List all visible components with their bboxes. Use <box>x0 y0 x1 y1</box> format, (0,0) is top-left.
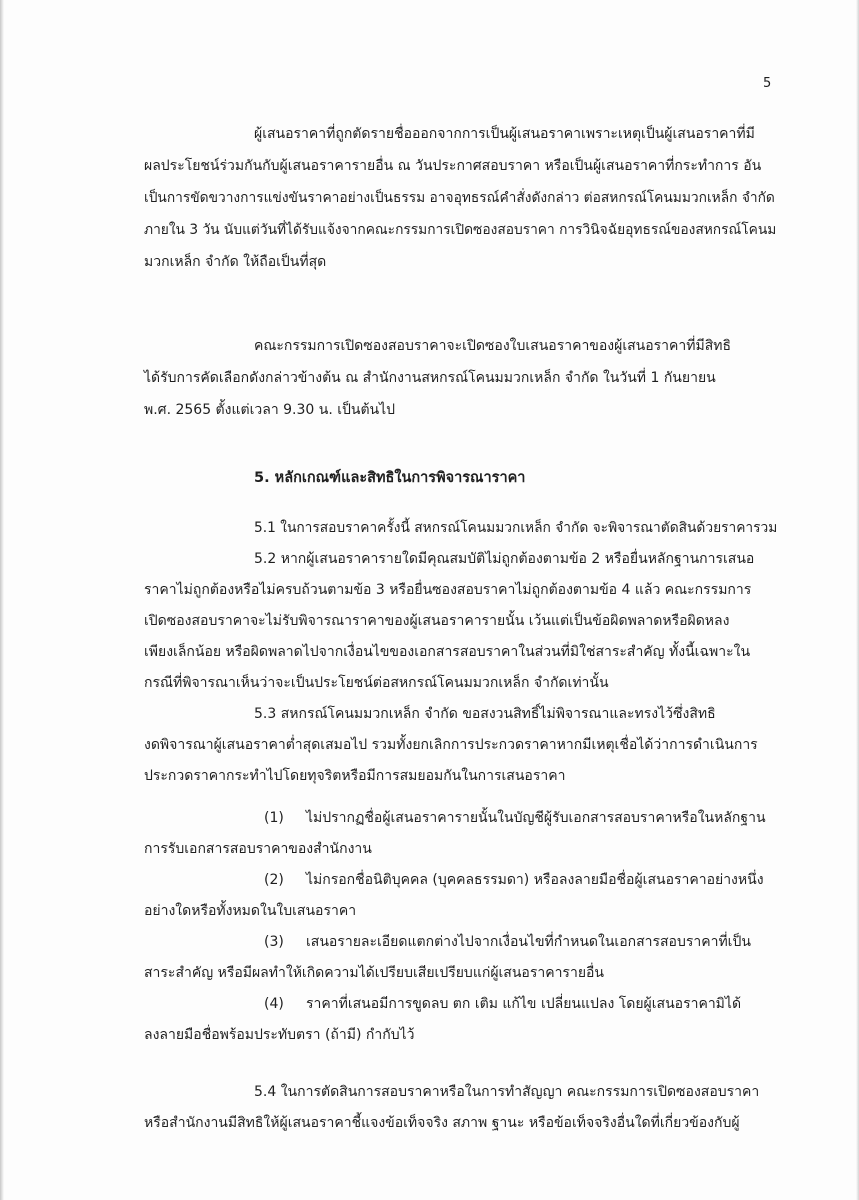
item-3-number: (3) <box>264 934 284 950</box>
item-3-line-2: สาระสำคัญ หรือมีผลทำให้เกิดความได้เปรียบเสียเปรียบแก่ผู้เสนอราคารายอื่น <box>144 965 604 981</box>
item-2-number: (2) <box>264 872 284 888</box>
clause-5-2-line-2: ราคาไม่ถูกต้องหรือไม่ครบถ้วนตามข้อ 3 หรือยื่นซองสอบราคาไม่ถูกต้องตามข้อ 4 แล้ว คณะกรรมการ <box>144 582 752 598</box>
clause-5-2-line-5: กรณีที่พิจารณาเห็นว่าจะเป็นประโยชน์ต่อสหกรณ์โคนมมวกเหล็ก จำกัดเท่านั้น <box>144 675 609 691</box>
clause-5-2-line-4: เพียงเล็กน้อย หรือผิดพลาดไปจากเงื่อนไขของเอกสารสอบราคาในส่วนที่มิใช่สาระสำคัญ ทั้งนี้เฉพาะใน <box>144 644 751 660</box>
paragraph-1-line-1: ผู้เสนอราคาที่ถูกตัดรายชื่อออกจากการเป็นผู้เสนอราคาเพราะเหตุเป็นผู้เสนอราคาที่มี <box>254 126 755 142</box>
paragraph-1-line-3: เป็นการขัดขวางการแข่งขันราคาอย่างเป็นธรรม อาจอุทธรณ์คำสั่งดังกล่าว ต่อสหกรณ์โคนมมวกเหล็ก จำกัด <box>144 190 775 206</box>
item-2-line-1: ไม่กรอกชื่อนิติบุคคล (บุคคลธรรมดา) หรือลงลายมือชื่อผู้เสนอราคาอย่างหนึ่ง <box>306 872 764 888</box>
clause-5-3-line-3: ประกวดราคากระทำไปโดยทุจริตหรือมีการสมยอมกันในการเสนอราคา <box>144 768 566 784</box>
paragraph-2-line-1: คณะกรรมการเปิดซองสอบราคาจะเปิดซองใบเสนอราคาของผู้เสนอราคาที่มีสิทธิ <box>254 338 732 354</box>
item-2-line-2: อย่างใดหรือทั้งหมดในใบเสนอราคา <box>144 903 357 919</box>
paragraph-1-line-5: มวกเหล็ก จำกัด ให้ถือเป็นที่สุด <box>144 254 327 270</box>
item-4-line-2: ลงลายมือชื่อพร้อมประทับตรา (ถ้ามี) กำกับไว้ <box>144 1027 415 1043</box>
page-number: 5 <box>763 76 772 91</box>
item-1-number: (1) <box>264 810 284 826</box>
item-1-line-2: การรับเอกสารสอบราคาของสำนักงาน <box>144 841 372 857</box>
item-1-line-1: ไม่ปรากฏชื่อผู้เสนอราคารายนั้นในบัญชีผู้รับเอกสารสอบราคาหรือในหลักฐาน <box>306 810 766 826</box>
paragraph-1-line-4: ภายใน 3 วัน นับแต่วันที่ได้รับแจ้งจากคณะกรรมการเปิดซองสอบราคา การวินิจฉัยอุทธรณ์ของสหกรณ์โคนม <box>144 222 777 238</box>
paragraph-1-line-2: ผลประโยชน์ร่วมกันกับผู้เสนอราคารายอื่น ณ วันประกาศสอบราคา หรือเป็นผู้เสนอราคาที่กระทำการ อัน <box>144 158 762 174</box>
item-4-line-1: ราคาที่เสนอมีการขูดลบ ตก เติม แก้ไข เปลี่ยนแปลง โดยผู้เสนอราคามิได้ <box>306 996 742 1012</box>
clause-5-4-line-2: หรือสำนักงานมีสิทธิให้ผู้เสนอราคาชี้แจงข้อเท็จจริง สภาพ ฐานะ หรือข้อเท็จจริงอื่นใดที่เกี่ยวข้องกับผู้ <box>144 1115 740 1131</box>
clause-5-2-line-3: เปิดซองสอบราคาจะไม่รับพิจารณาราคาของผู้เสนอราคารายนั้น เว้นแต่เป็นข้อผิดพลาดหรือผิดหลง <box>144 613 730 629</box>
item-4-number: (4) <box>264 996 284 1012</box>
clause-5-3-line-1: 5.3 สหกรณ์โคนมมวกเหล็ก จำกัด ขอสงวนสิทธิ์ไม่พิจารณาและทรงไว้ซึ่งสิทธิ <box>254 706 716 722</box>
scan-edge-left <box>0 0 4 1200</box>
item-3-line-1: เสนอรายละเอียดแตกต่างไปจากเงื่อนไขที่กำหนดในเอกสารสอบราคาที่เป็น <box>306 934 751 950</box>
section-heading: 5. หลักเกณฑ์และสิทธิในการพิจารณาราคา <box>254 470 526 486</box>
clause-5-1: 5.1 ในการสอบราคาครั้งนี้ สหกรณ์โคนมมวกเหล็ก จำกัด จะพิจารณาตัดสินด้วยราคารวม <box>254 520 778 536</box>
paragraph-2-line-2: ได้รับการคัดเลือกดังกล่าวข้างต้น ณ สำนักงานสหกรณ์โคนมมวกเหล็ก จำกัด ในวันที่ 1 กันยายน <box>144 370 716 386</box>
clause-5-2-line-1: 5.2 หากผู้เสนอราคารายใดมีคุณสมบัติไม่ถูกต้องตามข้อ 2 หรือยื่นหลักฐานการเสนอ <box>254 551 755 567</box>
clause-5-3-line-2: งดพิจารณาผู้เสนอราคาต่ำสุดเสมอไป รวมทั้งยกเลิกการประกวดราคาหากมีเหตุเชื่อได้ว่าการดำเนินการ <box>144 737 758 753</box>
clause-5-4-line-1: 5.4 ในการตัดสินการสอบราคาหรือในการทำสัญญา คณะกรรมการเปิดซองสอบราคา <box>254 1084 760 1100</box>
paragraph-2-line-3: พ.ศ. 2565 ตั้งแต่เวลา 9.30 น. เป็นต้นไป <box>144 402 396 418</box>
